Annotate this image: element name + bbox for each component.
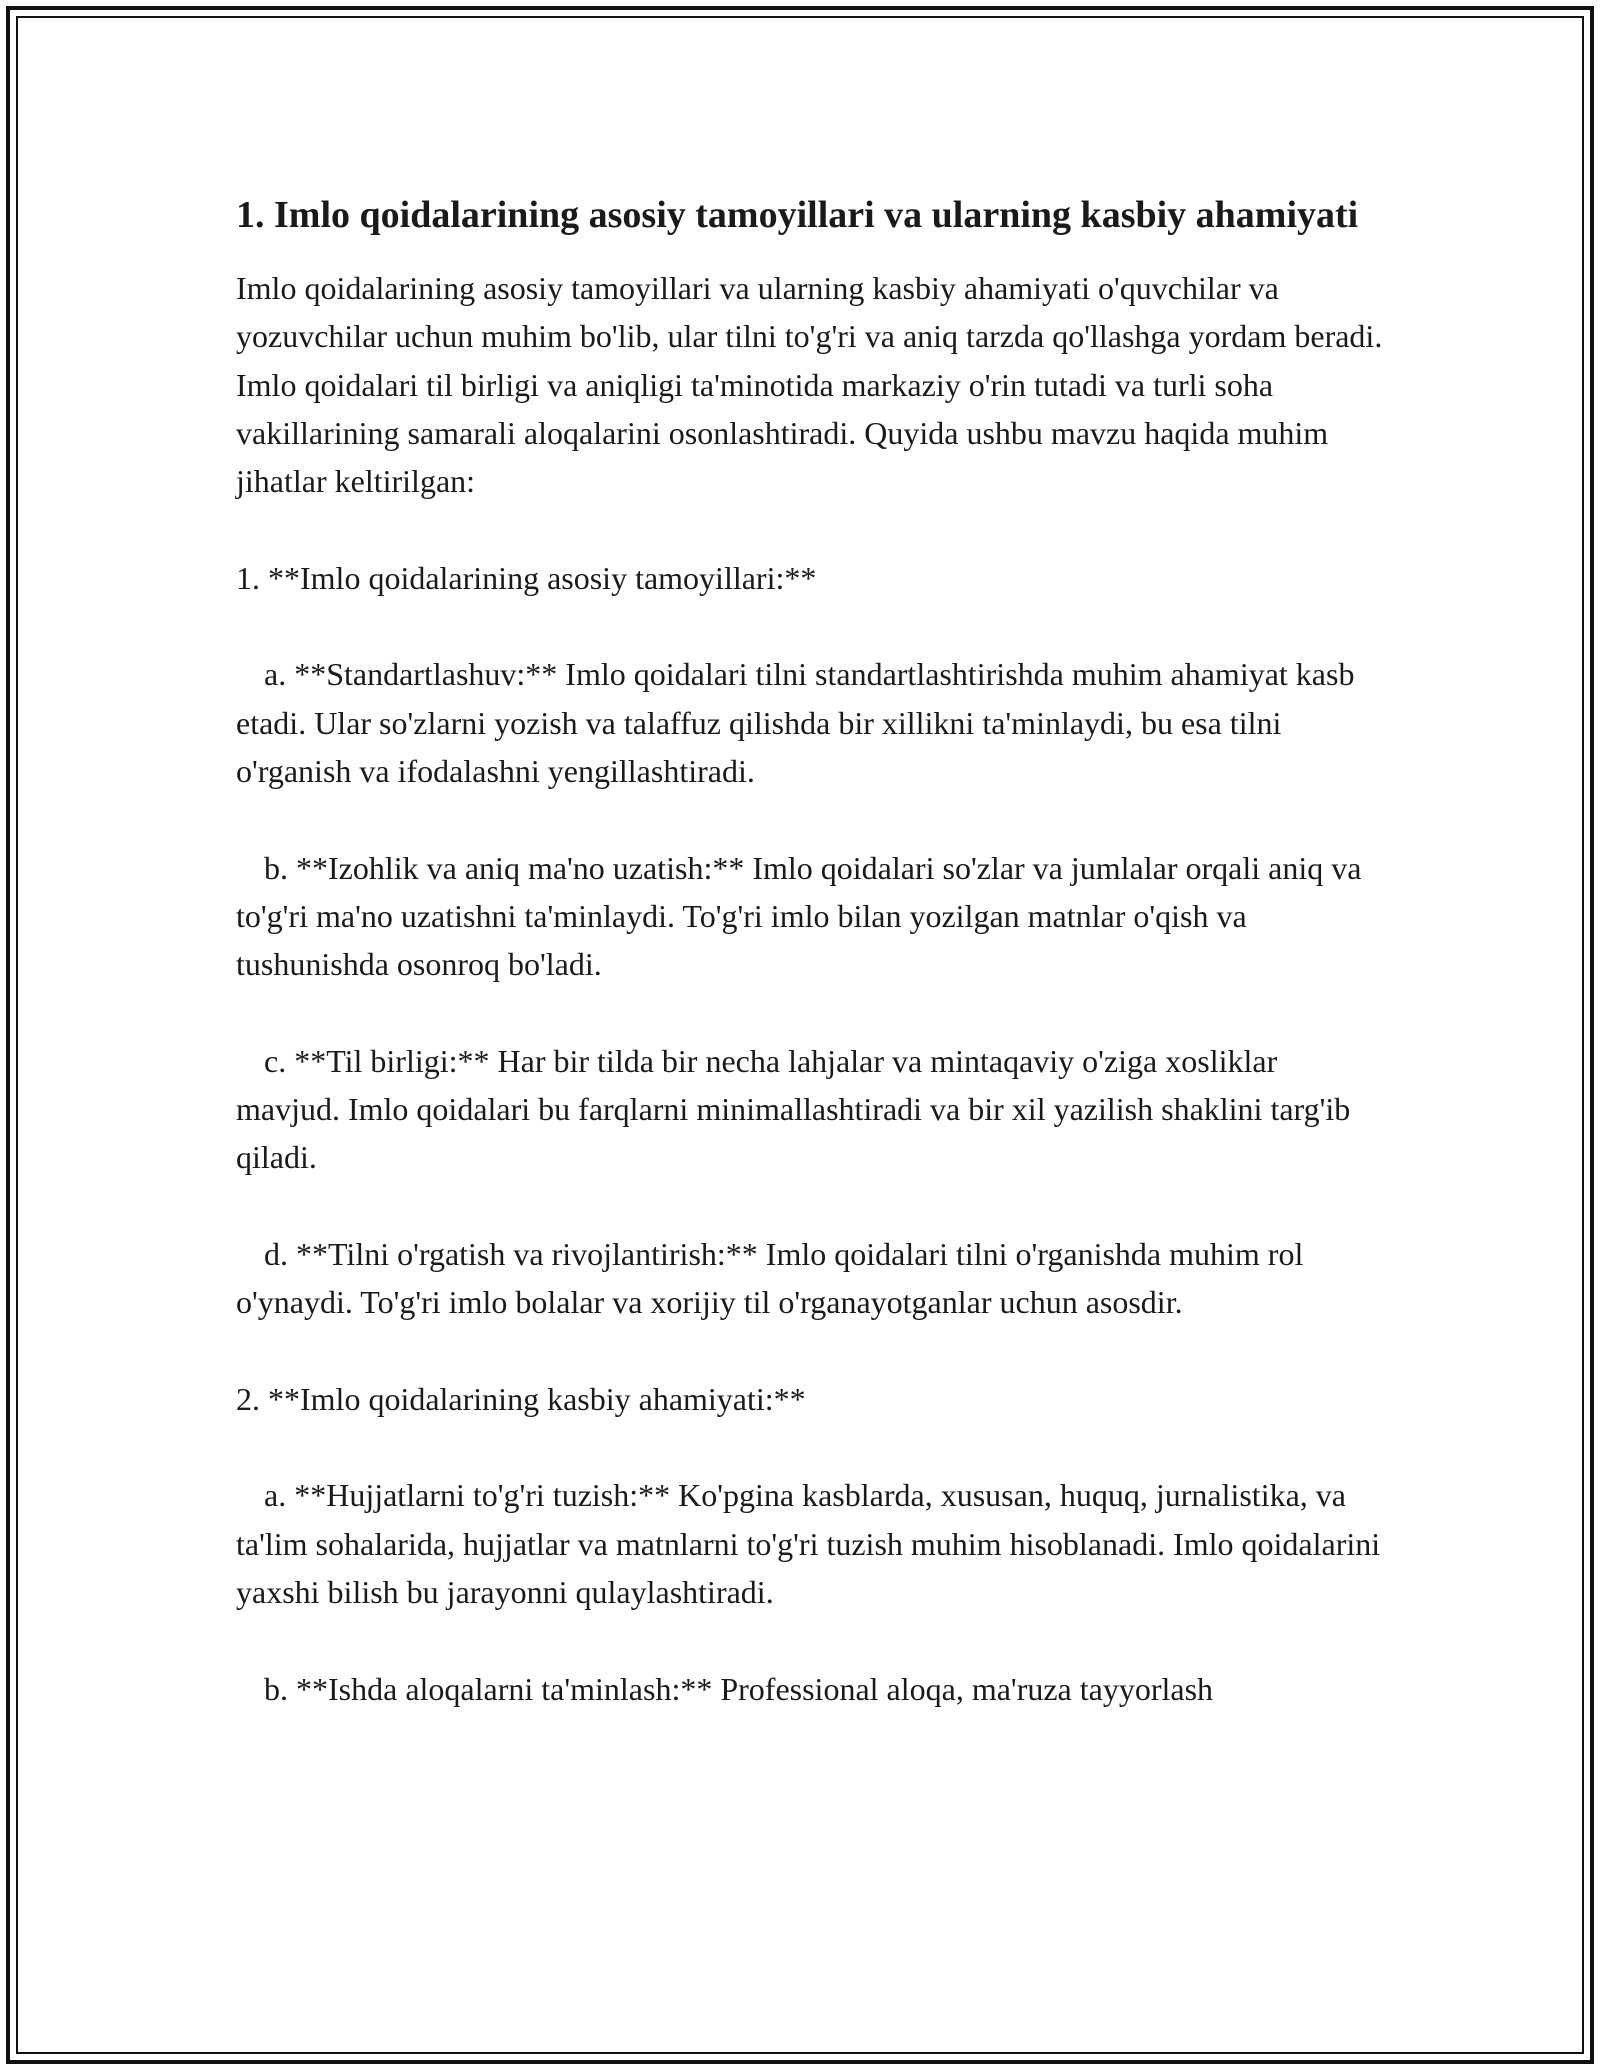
section1-item-a: a. **Standartlashuv:** Imlo qoidalari tilni standartlashtirishda muhim ahamiyat kasb etadi. Ular so'zlarni yozish va talaffuz qilishda bir xillikni ta'minlaydi, bu esa tilni o'rganish va ifodalashni yengillashtiradi. — [236, 656, 1355, 789]
section1-item-c: c. **Til birligi:** Har bir tilda bir necha lahjalar va mintaqaviy o'ziga xosliklar mavjud. Imlo qoidalari bu farqlarni minimallashtiradi va bir xil yazilish shaklini targ'ib qiladi. — [236, 1042, 1351, 1176]
spacer — [236, 1182, 1386, 1230]
section1-item-d: d. **Tilni o'rgatish va rivojlantirish:** Imlo qoidalari tilni o'rganishda muhim rol o'ynaydi. To'g'ri imlo bolalar va xorijiy til o'rganayotganlar uchun asosdir. — [236, 1235, 1304, 1321]
spacer — [236, 602, 1386, 650]
section2-item-a: a. **Hujjatlarni to'g'ri tuzish:** Ko'pgina kasblarda, xususan, huquq, jurnalistika, va ta'lim sohalarida, hujjatlar va matnlarni to'g'ri tuzish muhim hisoblanadi. Imlo qoidalarini yaxshi bilish bu jarayonni qulaylashtiradi. — [236, 1477, 1381, 1611]
spacer — [236, 1423, 1386, 1471]
spacer — [236, 988, 1386, 1036]
spacer — [236, 1327, 1386, 1375]
spacer — [236, 505, 1386, 553]
section2-item-b: b. **Ishda aloqalarni ta'minlash:** Professional aloqa, ma'ruza tayyorlash — [264, 1670, 1214, 1707]
intro-paragraph: Imlo qoidalarining asosiy tamoyillari va ularning kasbiy ahamiyati o'quvchilar va yozuvchilar uchun muhim bo'lib, ular tilni to'g'ri va aniq tarzda qo'llashga yordam beradi. Imlo qoidalari til birligi va aniqligi ta'minotida markaziy o'rin tutadi va turli soha vakillarining samarali aloqalarini osonlashtiradi. Quyida ushbu mavzu haqida muhim jihatlar keltirilgan: — [236, 270, 1383, 500]
section1-heading: 1. **Imlo qoidalarining asosiy tamoyillari:** — [236, 559, 817, 596]
section2-heading: 2. **Imlo qoidalarining kasbiy ahamiyati:** — [236, 1380, 806, 1417]
spacer — [236, 795, 1386, 843]
document-title: 1. Imlo qoidalarining asosiy tamoyillari va ularning kasbiy ahamiyati — [236, 194, 1359, 236]
document-body — [236, 188, 1386, 1713]
section1-item-b: b. **Izohlik va aniq ma'no uzatish:** Imlo qoidalari so'zlar va jumlalar orqali aniq va to'g'ri ma'no uzatishni ta'minlaydi. To'g'ri imlo bilan yozilgan matnlar o'qish va tushunishda osonroq bo'ladi. — [236, 849, 1362, 983]
spacer — [236, 1616, 1386, 1664]
